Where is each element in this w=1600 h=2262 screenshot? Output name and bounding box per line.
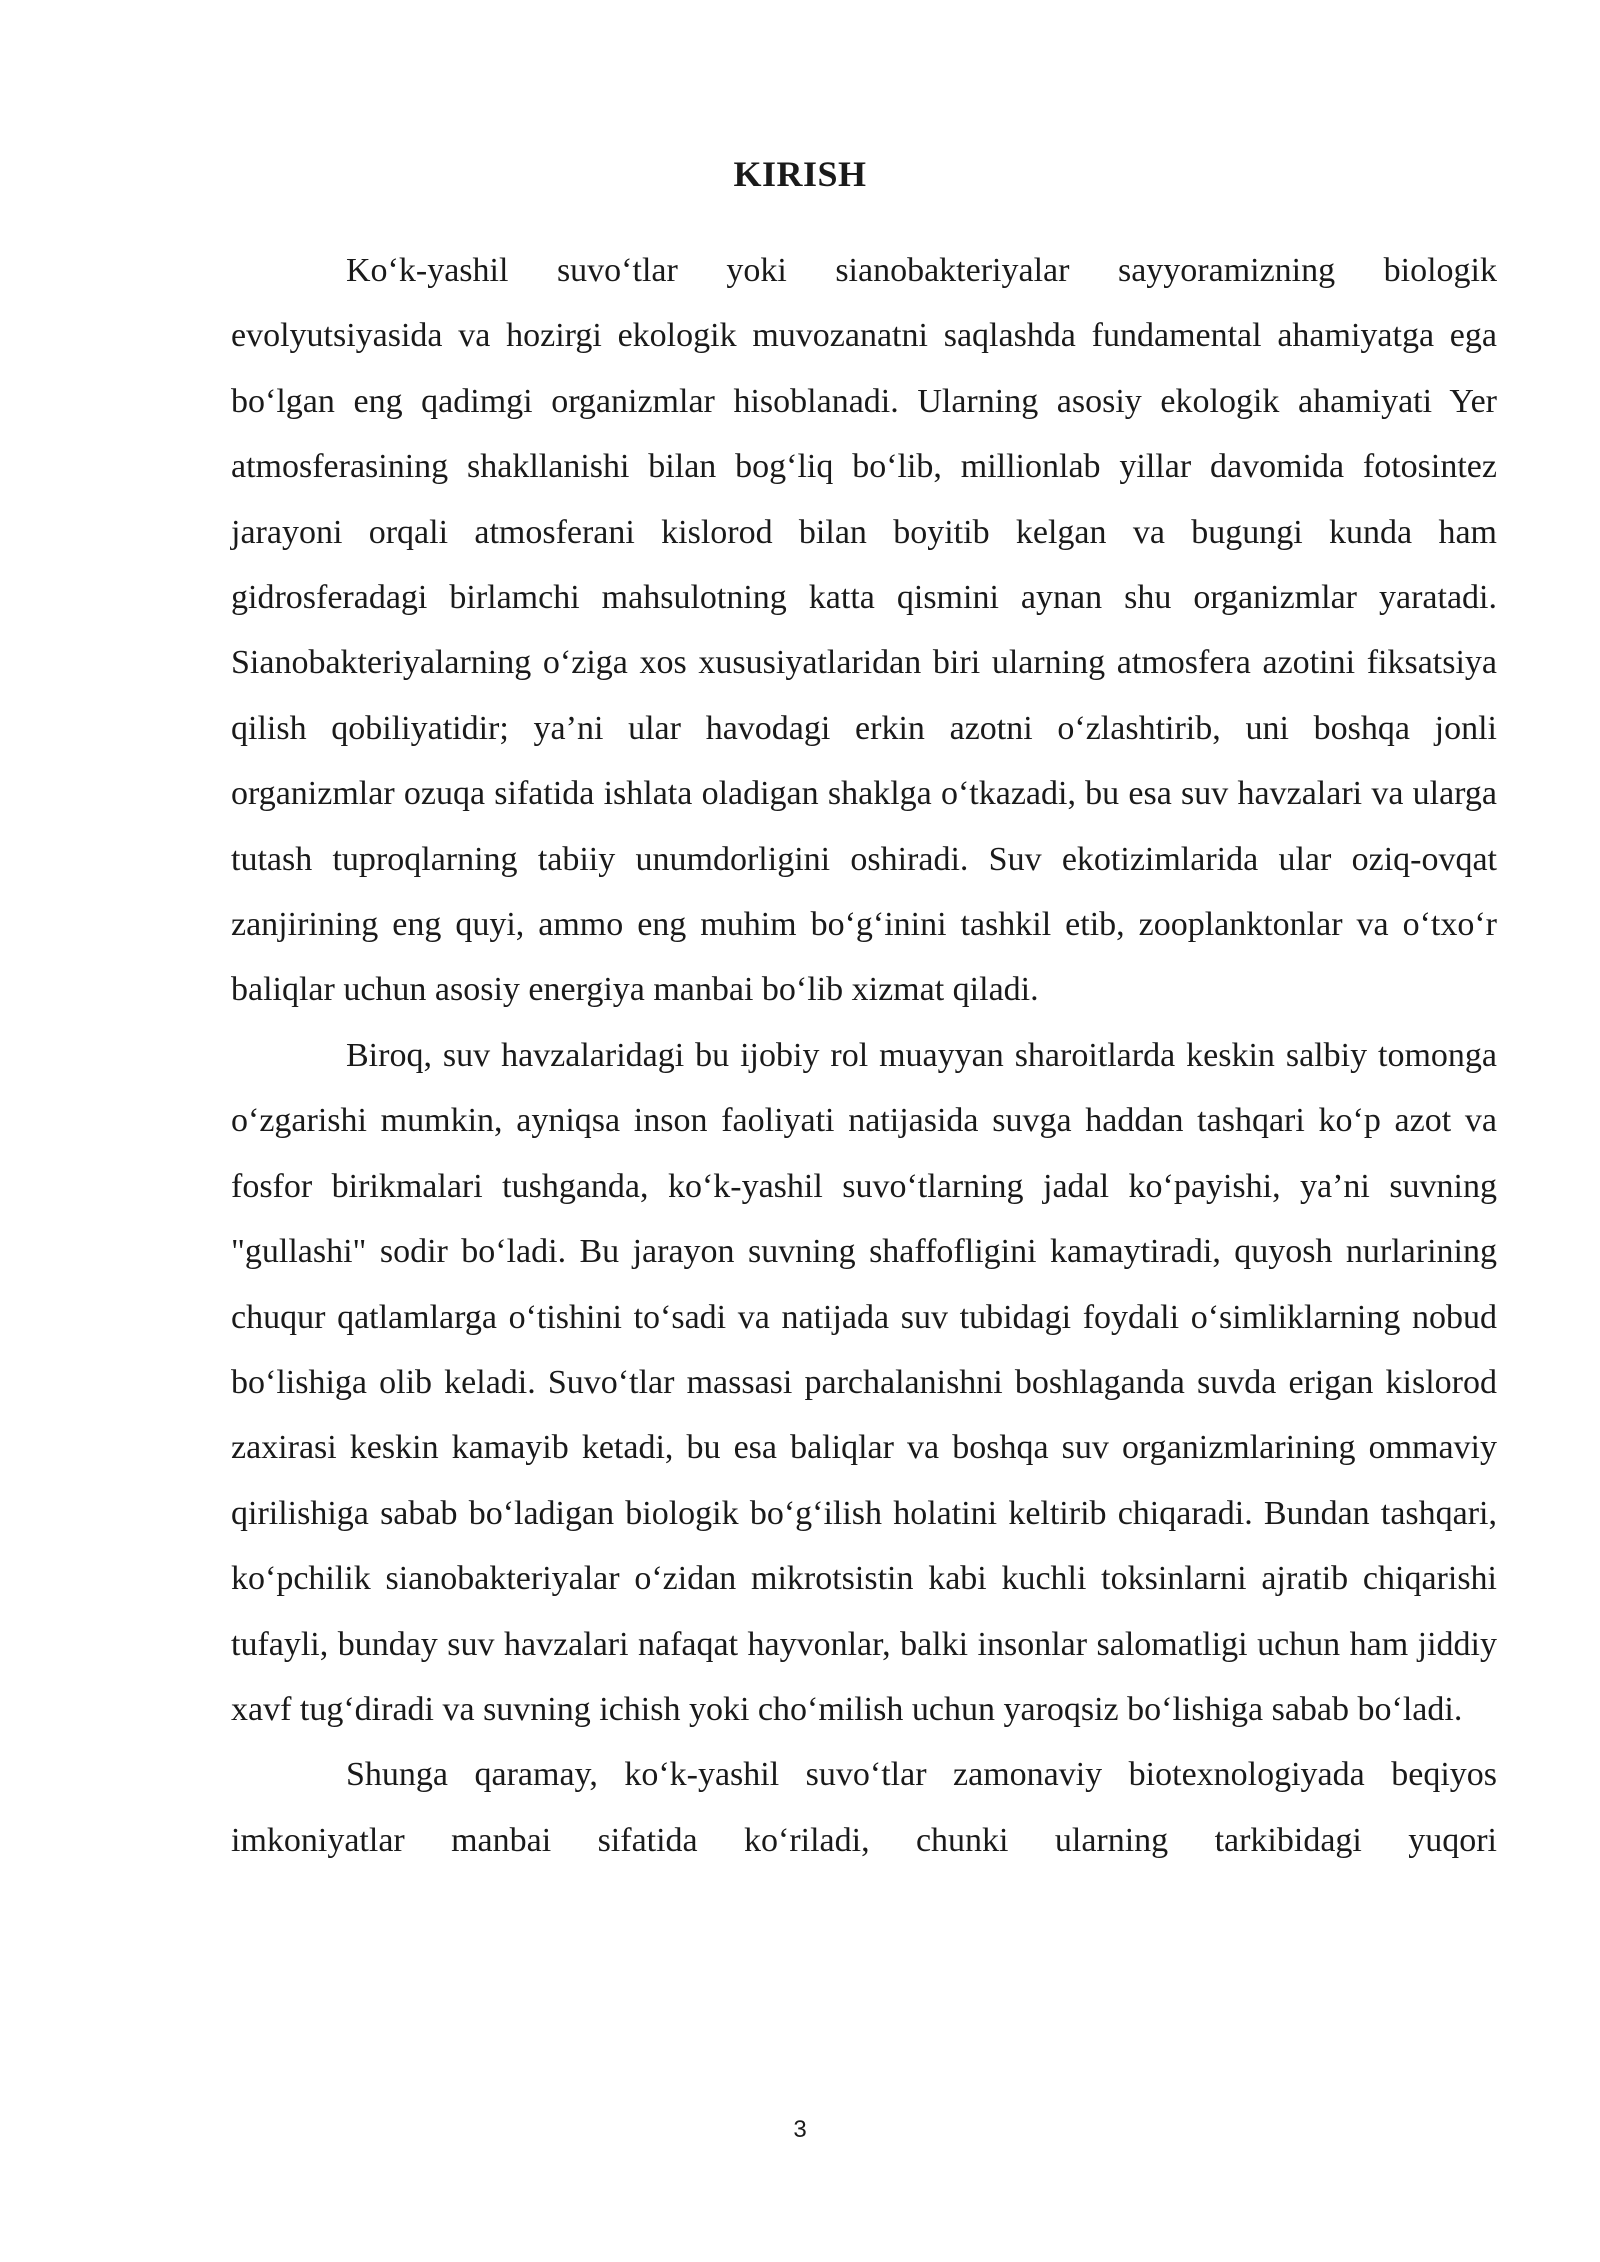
body-text [231, 238, 1497, 1873]
paragraph-bloom-risks: Biroq, suv havzalaridagi bu ijobiy rol muayyan sharoitlarda keskin salbiy tomonga o‘zgarishi mumkin, ayniqsa inson faoliyati natijasida suvga haddan tashqari ko‘p azot va fosfor birikmalari tushganda, ko‘k-yashil suvo‘tlarning jadal ko‘payishi, ya’ni suvning "gullashi" sodir bo‘ladi. Bu jarayon suvning shaffofligini kamaytiradi, quyosh nurlarining chuqur qatlamlarga o‘tishini to‘sadi va natijada suv tubidagi foydali o‘simliklarning nobud bo‘lishiga olib keladi. Suvo‘tlar massasi parchalanishni boshlaganda suvda erigan kislorod zaxirasi keskin kamayib ketadi, bu esa baliqlar va boshqa suv organizmlarining ommaviy qirilishiga sabab bo‘ladigan biologik bo‘g‘ilish holatini keltirib chiqaradi. Bundan tashqari, ko‘pchilik sianobakteriyalar o‘zidan mikrotsistin kabi kuchli toksinlarni ajratib chiqarishi tufayli, bunday suv havzalari nafaqat hayvonlar, balki insonlar salomatligi uchun ham jiddiy xavf tug‘diradi va suvning ichish yoki cho‘milish uchun yaroqsiz bo‘lishiga sabab bo‘ladi. [231, 1036, 1497, 1728]
paragraph-intro: Ko‘k-yashil suvo‘tlar yoki sianobakteriyalar sayyoramizning biologik evolyutsiyasida va hozirgi ekologik muvozanatni saqlashda fundamental ahamiyatga ega bo‘lgan eng qadimgi organizmlar hisoblanadi. Ularning asosiy ekologik ahamiyati Yer atmosferasining shakllanishi bilan bog‘liq bo‘lib, millionlab yillar davomida fotosintez jarayoni orqali atmosferani kislorod bilan boyitib kelgan va bugungi kunda ham gidrosferadagi birlamchi mahsulotning katta qismini aynan shu organizmlar yaratadi. Sianobakteriyalarning o‘ziga xos xususiyatlaridan biri ularning atmosfera azotini fiksatsiya qilish qobiliyatidir; ya’ni ular havodagi erkin azotni o‘zlashtirib, uni boshqa jonli organizmlar ozuqa sifatida ishlata oladigan shaklga o‘tkazadi, bu esa suv havzalari va ularga tutash tuproqlarning tabiiy unumdorligini oshiradi. Suv ekotizimlarida ular oziq-ovqat zanjirining eng quyi, ammo eng muhim bo‘g‘inini tashkil etib, zooplanktonlar va o‘txo‘r baliqlar uchun asosiy energiya manbai bo‘lib xizmat qiladi. [231, 252, 1497, 1009]
page-title: KIRISH [733, 154, 867, 194]
page-number: 3 [793, 2116, 807, 2143]
paragraph-biotech: Shunga qaramay, ko‘k-yashil suvo‘tlar zamonaviy biotexnologiyada beqiyos imkoniyatlar manbai sifatida ko‘riladi, chunki ularning tarkibidagi yuqori [231, 1756, 1497, 1859]
